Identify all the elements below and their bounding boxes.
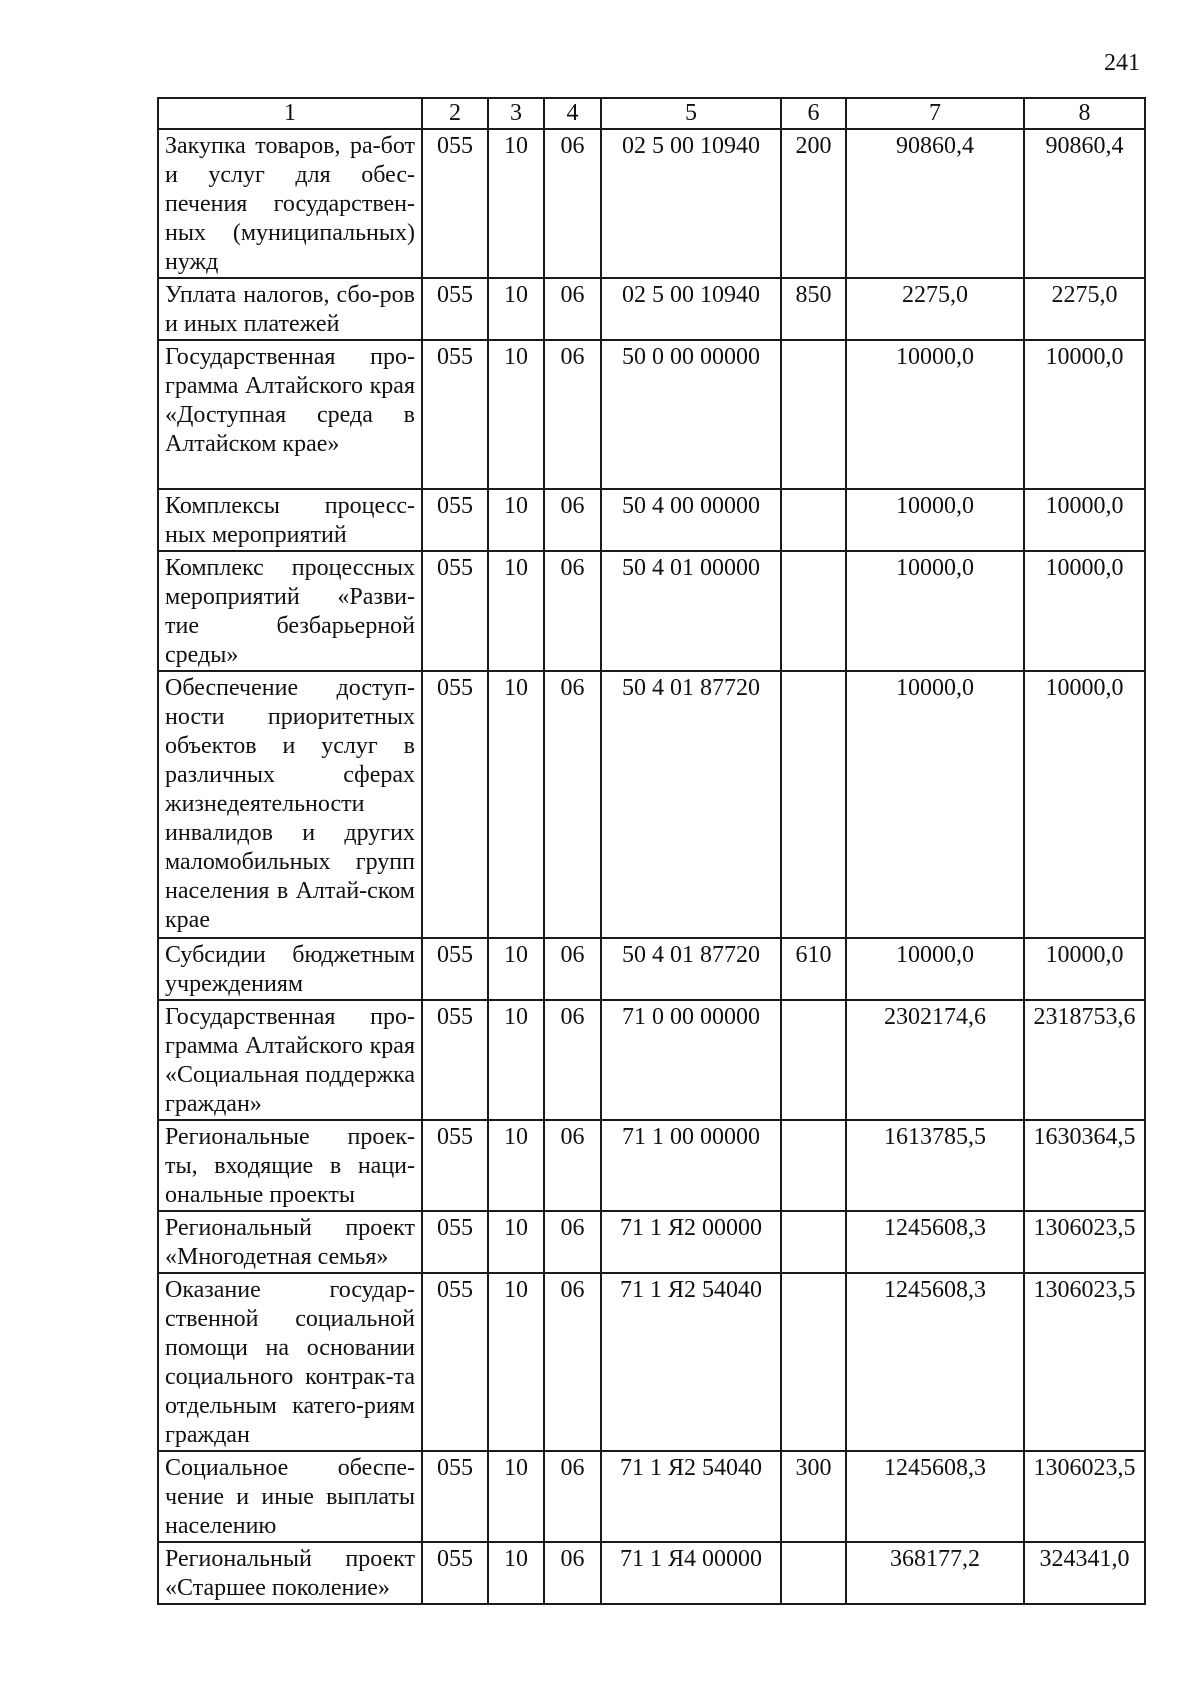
section-code-cell: 10 bbox=[488, 938, 544, 1000]
row-name-cell: Социальное обеспе-чение и иные выплаты населению bbox=[158, 1451, 422, 1542]
amount-year1-cell: 2302174,6 bbox=[846, 1000, 1024, 1120]
admin-code-cell: 055 bbox=[422, 1211, 488, 1273]
expense-type-cell bbox=[781, 1120, 846, 1211]
target-article-cell: 50 4 01 00000 bbox=[601, 551, 781, 671]
expense-type-cell bbox=[781, 1273, 846, 1451]
amount-year1-cell: 2275,0 bbox=[846, 278, 1024, 340]
subsection-code-cell: 06 bbox=[544, 1273, 601, 1451]
admin-code-cell: 055 bbox=[422, 340, 488, 489]
row-name-cell: Оказание государ-ственной социальной помощи на основании социального контрак-та отдельным катего-риям граждан bbox=[158, 1273, 422, 1451]
admin-code-cell: 055 bbox=[422, 551, 488, 671]
section-code-cell: 10 bbox=[488, 551, 544, 671]
table-header bbox=[158, 98, 1145, 129]
target-article-cell: 71 1 Я4 00000 bbox=[601, 1542, 781, 1604]
subsection-code-cell: 06 bbox=[544, 1120, 601, 1211]
admin-code-cell: 055 bbox=[422, 1273, 488, 1451]
subsection-code-cell: 06 bbox=[544, 1542, 601, 1604]
section-code-cell: 10 bbox=[488, 1451, 544, 1542]
table-row bbox=[158, 1451, 1145, 1542]
header-cell: 5 bbox=[601, 98, 781, 129]
subsection-code-cell: 06 bbox=[544, 671, 601, 938]
expense-type-cell bbox=[781, 1211, 846, 1273]
expense-type-cell bbox=[781, 1542, 846, 1604]
admin-code-cell: 055 bbox=[422, 278, 488, 340]
target-article-cell: 50 4 01 87720 bbox=[601, 671, 781, 938]
table-row bbox=[158, 1211, 1145, 1273]
subsection-code-cell: 06 bbox=[544, 551, 601, 671]
section-code-cell: 10 bbox=[488, 489, 544, 551]
subsection-code-cell: 06 bbox=[544, 278, 601, 340]
target-article-cell: 71 1 Я2 54040 bbox=[601, 1273, 781, 1451]
subsection-code-cell: 06 bbox=[544, 129, 601, 278]
header-cell: 6 bbox=[781, 98, 846, 129]
amount-year1-cell: 1613785,5 bbox=[846, 1120, 1024, 1211]
table-row bbox=[158, 671, 1145, 938]
row-name-cell: Комплексы процесс-ных мероприятий bbox=[158, 489, 422, 551]
admin-code-cell: 055 bbox=[422, 1120, 488, 1211]
amount-year2-cell: 1306023,5 bbox=[1024, 1451, 1145, 1542]
subsection-code-cell: 06 bbox=[544, 1211, 601, 1273]
header-cell: 7 bbox=[846, 98, 1024, 129]
section-code-cell: 10 bbox=[488, 1120, 544, 1211]
header-row bbox=[158, 98, 1145, 129]
amount-year2-cell: 10000,0 bbox=[1024, 551, 1145, 671]
row-name-cell: Субсидии бюджетным учреждениям bbox=[158, 938, 422, 1000]
table-body bbox=[158, 129, 1145, 1604]
subsection-code-cell: 06 bbox=[544, 938, 601, 1000]
table-row bbox=[158, 1120, 1145, 1211]
target-article-cell: 71 1 Я2 54040 bbox=[601, 1451, 781, 1542]
table-row bbox=[158, 278, 1145, 340]
row-name-cell: Уплата налогов, сбо-ров и иных платежей bbox=[158, 278, 422, 340]
amount-year2-cell: 10000,0 bbox=[1024, 489, 1145, 551]
page-number: 241 bbox=[1104, 50, 1140, 76]
section-code-cell: 10 bbox=[488, 1000, 544, 1120]
amount-year1-cell: 90860,4 bbox=[846, 129, 1024, 278]
admin-code-cell: 055 bbox=[422, 1451, 488, 1542]
expense-type-cell: 850 bbox=[781, 278, 846, 340]
expense-type-cell: 610 bbox=[781, 938, 846, 1000]
amount-year2-cell: 10000,0 bbox=[1024, 671, 1145, 938]
table-row bbox=[158, 129, 1145, 278]
amount-year1-cell: 10000,0 bbox=[846, 489, 1024, 551]
row-name-cell: Обеспечение доступ-ности приоритетных объектов и услуг в различных сферах жизнедеятельности инвалидов и других маломобильных групп населения в Алтай-ском крае bbox=[158, 671, 422, 938]
amount-year1-cell: 1245608,3 bbox=[846, 1451, 1024, 1542]
target-article-cell: 02 5 00 10940 bbox=[601, 278, 781, 340]
section-code-cell: 10 bbox=[488, 340, 544, 489]
amount-year1-cell: 10000,0 bbox=[846, 671, 1024, 938]
header-cell: 3 bbox=[488, 98, 544, 129]
subsection-code-cell: 06 bbox=[544, 1451, 601, 1542]
table-row bbox=[158, 1273, 1145, 1451]
row-name-cell: Региональный проект «Старшее поколение» bbox=[158, 1542, 422, 1604]
target-article-cell: 71 1 00 00000 bbox=[601, 1120, 781, 1211]
budget-table bbox=[157, 97, 1146, 1605]
target-article-cell: 50 4 01 87720 bbox=[601, 938, 781, 1000]
section-code-cell: 10 bbox=[488, 1273, 544, 1451]
admin-code-cell: 055 bbox=[422, 489, 488, 551]
amount-year1-cell: 10000,0 bbox=[846, 551, 1024, 671]
amount-year2-cell: 1306023,5 bbox=[1024, 1211, 1145, 1273]
section-code-cell: 10 bbox=[488, 1211, 544, 1273]
section-code-cell: 10 bbox=[488, 671, 544, 938]
amount-year2-cell: 1630364,5 bbox=[1024, 1120, 1145, 1211]
amount-year1-cell: 368177,2 bbox=[846, 1542, 1024, 1604]
table-row bbox=[158, 340, 1145, 489]
expense-type-cell bbox=[781, 671, 846, 938]
target-article-cell: 71 0 00 00000 bbox=[601, 1000, 781, 1120]
table-row bbox=[158, 938, 1145, 1000]
amount-year2-cell: 10000,0 bbox=[1024, 938, 1145, 1000]
subsection-code-cell: 06 bbox=[544, 1000, 601, 1120]
admin-code-cell: 055 bbox=[422, 129, 488, 278]
expense-type-cell bbox=[781, 551, 846, 671]
amount-year1-cell: 1245608,3 bbox=[846, 1273, 1024, 1451]
expense-type-cell: 300 bbox=[781, 1451, 846, 1542]
row-name-cell: Закупка товаров, ра-бот и услуг для обес-печения государствен-ных (муниципальных) нужд bbox=[158, 129, 422, 278]
amount-year2-cell: 2318753,6 bbox=[1024, 1000, 1145, 1120]
target-article-cell: 50 0 00 00000 bbox=[601, 340, 781, 489]
header-cell: 8 bbox=[1024, 98, 1145, 129]
expense-type-cell bbox=[781, 340, 846, 489]
admin-code-cell: 055 bbox=[422, 671, 488, 938]
table-row bbox=[158, 489, 1145, 551]
expense-type-cell bbox=[781, 1000, 846, 1120]
table-row bbox=[158, 1000, 1145, 1120]
expense-type-cell: 200 bbox=[781, 129, 846, 278]
amount-year2-cell: 1306023,5 bbox=[1024, 1273, 1145, 1451]
amount-year2-cell: 90860,4 bbox=[1024, 129, 1145, 278]
amount-year1-cell: 10000,0 bbox=[846, 340, 1024, 489]
table-row bbox=[158, 551, 1145, 671]
header-cell: 2 bbox=[422, 98, 488, 129]
header-cell: 4 bbox=[544, 98, 601, 129]
amount-year1-cell: 1245608,3 bbox=[846, 1211, 1024, 1273]
row-name-cell: Государственная про-грамма Алтайского края «Социальная поддержка граждан» bbox=[158, 1000, 422, 1120]
expense-type-cell bbox=[781, 489, 846, 551]
row-name-cell: Региональный проект «Многодетная семья» bbox=[158, 1211, 422, 1273]
section-code-cell: 10 bbox=[488, 1542, 544, 1604]
subsection-code-cell: 06 bbox=[544, 489, 601, 551]
table-row bbox=[158, 1542, 1145, 1604]
amount-year2-cell: 2275,0 bbox=[1024, 278, 1145, 340]
admin-code-cell: 055 bbox=[422, 1000, 488, 1120]
amount-year2-cell: 10000,0 bbox=[1024, 340, 1145, 489]
row-name-cell: Региональные проек-ты, входящие в наци-ональные проекты bbox=[158, 1120, 422, 1211]
section-code-cell: 10 bbox=[488, 129, 544, 278]
row-name-cell: Государственная про-грамма Алтайского края «Доступная среда в Алтайском крае» bbox=[158, 340, 422, 489]
admin-code-cell: 055 bbox=[422, 1542, 488, 1604]
header-cell: 1 bbox=[158, 98, 422, 129]
target-article-cell: 50 4 00 00000 bbox=[601, 489, 781, 551]
amount-year2-cell: 324341,0 bbox=[1024, 1542, 1145, 1604]
admin-code-cell: 055 bbox=[422, 938, 488, 1000]
amount-year1-cell: 10000,0 bbox=[846, 938, 1024, 1000]
subsection-code-cell: 06 bbox=[544, 340, 601, 489]
target-article-cell: 02 5 00 10940 bbox=[601, 129, 781, 278]
section-code-cell: 10 bbox=[488, 278, 544, 340]
row-name-cell: Комплекс процессных мероприятий «Разви-тие безбарьерной среды» bbox=[158, 551, 422, 671]
target-article-cell: 71 1 Я2 00000 bbox=[601, 1211, 781, 1273]
